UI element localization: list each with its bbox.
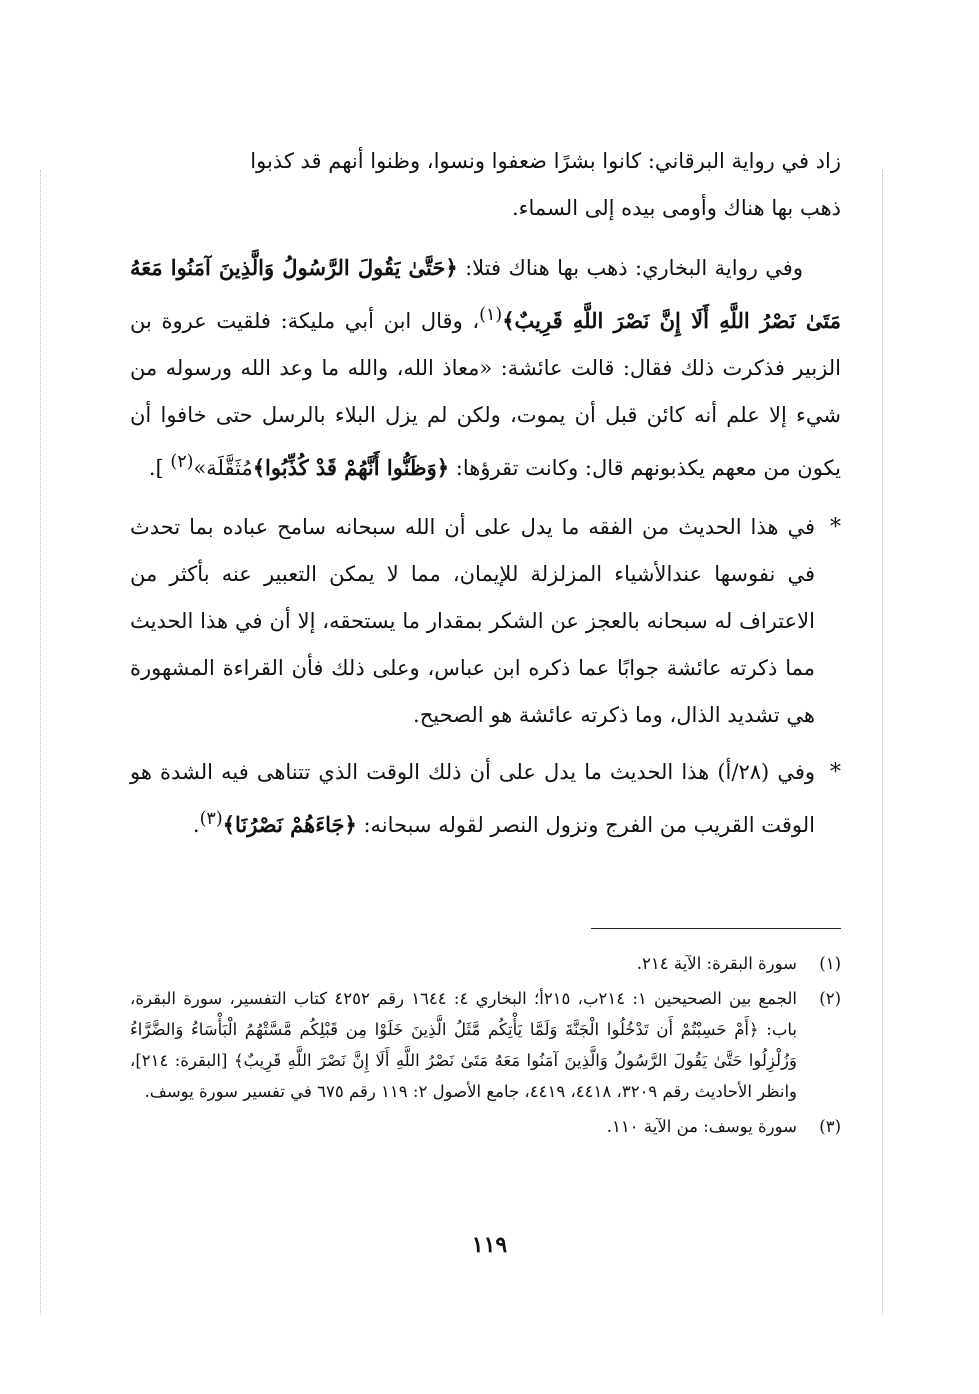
paragraph-text: . (192, 813, 200, 837)
quran-verse: ﴿وَظَنُّوا أَنَّهُمْ قَدْ كُذِّبُوا﴾ (252, 455, 450, 480)
paragraph-text: ]. (148, 456, 171, 480)
main-text (130, 138, 841, 859)
footnote-number: (٣) (819, 1117, 841, 1136)
paragraph-barqani (130, 138, 841, 232)
paragraph-text: مُثَقَّلَة» (193, 456, 253, 480)
footnote-number: (١) (819, 954, 841, 973)
footnote (130, 983, 841, 1107)
footnotes (130, 948, 841, 1146)
footnote (130, 1111, 841, 1142)
footnote-text: الجمع بين الصحيحين ١: ٢١٤ب، ٢١٥أ؛ البخاري ٤: ١٦٤٤ رقم ٤٢٥٢ كتاب التفسير، سورة البقرة، باب: ﴿أَمْ حَسِبْتُمْ أَن تَدْخُلُوا الْجَنَّةَ وَلَمَّا يَأْتِكُم مَّثَلُ الَّذِينَ خَلَوْا مِن قَبْلِكُم مَّسَّتْهُمُ الْبَأْسَاءُ وَالضَّرَّاءُ وَزُلْزِلُوا حَتَّىٰ يَقُولَ الرَّسُولُ وَالَّذِينَ آمَنُوا مَعَهُ مَتَىٰ نَصْرُ اللَّهِ أَلَا إِنَّ نَصْرَ اللَّهِ قَرِيبٌ﴾ [البقرة: ٢١٤]، وانظر الأحاديث رقم ٣٢٠٩، ٤٤١٨، ٤٤١٩، جامع الأصول ٢: ١١٩ رقم ٦٧٥ في تفسير سورة يوسف. (130, 989, 797, 1101)
paragraph-text: ، وقال ابن أبي مليكة: فلقيت عروة بن الزبير فذكرت ذلك فقال: قالت عائشة: «معاذ الله، والله ما وعد الله ورسوله من شيء إلا علم أنه كائن قبل أن يموت، ولكن لم يزل البلاء بالرسل حتى خافوا أن يكون من معهم يكذبونهم قال: وكانت تقرؤها: (130, 309, 841, 480)
footnote-ref: (١) (479, 305, 503, 325)
scan-margin-right (880, 170, 883, 1314)
paragraph-text: وفي رواية البخاري: ذهب بها هناك فتلا: (457, 256, 803, 280)
paragraph-line: ذهب بها هناك وأومى بيده إلى السماء. (511, 196, 841, 220)
bullet-text (130, 749, 815, 849)
paragraph-line: زاد في رواية البرقاني: كانوا بشرًا ضعفوا ونسوا، وظنوا أنهم قد كذبوا (250, 149, 841, 173)
asterisk-icon: * (830, 515, 841, 540)
page-number: ١١٩ (471, 1232, 508, 1258)
quran-verse: ﴿جَاءَهُمْ نَصْرُنَا﴾ (222, 812, 357, 837)
bullet-text: في هذا الحديث من الفقه ما يدل على أن الله سبحانه سامح عباده بما تحدث في نفوسها عندالأشياء المزلزلة للإيمان، مما لا يمكن التعبير عنه بأكثر من الاعتراف له سبحانه بالعجز عن الشكر بمقدار ما يستحقه، إلا أن في هذا الحديث مما ذكرته عائشة جوابًا عما ذكره ابن عباس، وعلى ذلك فأن القراءة المشهورة هي تشديد الذال، وما ذكرته عائشة هو الصحيح. (130, 515, 815, 727)
bullet-fiqh (130, 504, 841, 739)
paragraph-text: وفي (٢٨/أ) هذا الحديث ما يدل على أن ذلك الوقت الذي تتناهى فيه الشدة هو الوقت القريب من الفرج ونزول النصر لقوله سبحانه: (130, 760, 815, 837)
footnote-text: سورة البقرة: الآية ٢١٤. (636, 954, 797, 973)
footnote-ref: (٣) (199, 809, 223, 829)
footnote-divider (591, 928, 841, 929)
footnote-text: سورة يوسف: من الآية ١١٠. (606, 1117, 797, 1136)
footnote-ref: (٢) (170, 452, 194, 472)
footnote (130, 948, 841, 979)
paragraph-bukhari (130, 244, 841, 492)
bullet-relief (130, 749, 841, 849)
scan-margin-left (40, 170, 43, 1314)
footnote-number: (٢) (819, 989, 841, 1008)
asterisk-icon: * (830, 760, 841, 785)
quran-verse: ﴿حَتَّىٰ يَقُولَ الرَّسُولُ وَالَّذِينَ آمَنُوا مَعَهُ مَتَىٰ نَصْرُ اللَّهِ أَلَا إِنَّ نَصْرَ اللَّهِ قَرِيبٌ﴾ (130, 255, 841, 333)
